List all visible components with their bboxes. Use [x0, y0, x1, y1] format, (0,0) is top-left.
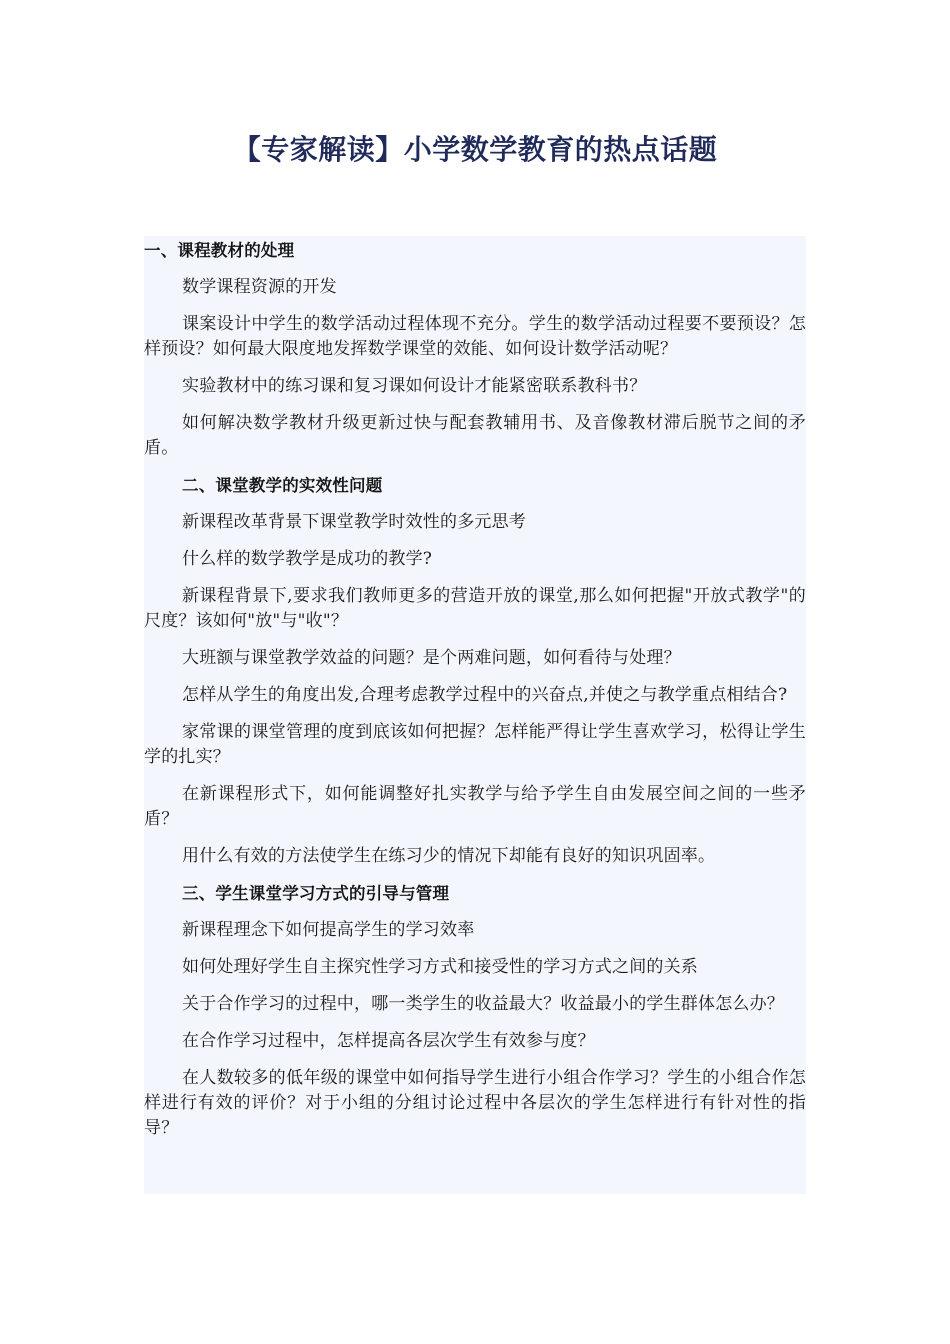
- paragraph: 大班额与课堂教学效益的问题？是个两难问题，如何看待与处理？: [182, 648, 681, 668]
- paragraph: 用什么有效的方法使学生在练习少的情况下却能有良好的知识巩固率。: [182, 846, 716, 866]
- paragraph: 关于合作学习的过程中，哪一类学生的收益最大？收益最小的学生群体怎么办？: [182, 994, 784, 1014]
- paragraph: 新课程理念下如何提高学生的学习效率: [182, 920, 475, 940]
- paragraph: 如何处理好学生自主探究性学习方式和接受性的学习方式之间的关系: [182, 957, 698, 977]
- section-heading-1: 一、课程教材的处理: [144, 241, 295, 260]
- page-title: 【专家解读】小学数学教育的热点话题: [232, 133, 718, 166]
- paragraph: 在新课程形式下，如何能调整好扎实教学与给予学生自由发展空间之间的一些矛盾？: [144, 784, 806, 829]
- paragraph: 课案设计中学生的数学活动过程体现不充分。学生的数学活动过程要不要预设？怎样预设？如何最大限度地发挥数学课堂的效能、如何设计数学活动呢？: [144, 314, 806, 359]
- paragraph: 家常课的课堂管理的度到底该如何把握？怎样能严得让学生喜欢学习，松得让学生学的扎实？: [144, 722, 806, 767]
- paragraph: 在合作学习过程中，怎样提高各层次学生有效参与度？: [182, 1031, 595, 1051]
- section-heading-3: 三、学生课堂学习方式的引导与管理: [182, 884, 450, 903]
- paragraph: 怎样从学生的角度出发,合理考虑教学过程中的兴奋点,并使之与教学重点相结合?: [182, 685, 788, 705]
- paragraph: 数学课程资源的开发: [182, 277, 337, 297]
- paragraph: 新课程背景下,要求我们教师更多的营造开放的课堂,那么如何把握"开放式教学"的尺度？该如何"放"与"收"？: [144, 586, 806, 631]
- document-body: [144, 236, 806, 1194]
- section-heading-2: 二、课堂教学的实效性问题: [182, 476, 383, 495]
- paragraph: 新课程改革背景下课堂教学时效性的多元思考: [182, 512, 526, 532]
- paragraph: 在人数较多的低年级的课堂中如何指导学生进行小组合作学习？学生的小组合作怎样进行有效的评价？对于小组的分组讨论过程中各层次的学生怎样进行有针对性的指导？: [144, 1068, 806, 1138]
- paragraph: 如何解决数学教材升级更新过快与配套教辅用书、及音像教材滞后脱节之间的矛盾。: [144, 413, 806, 458]
- paragraph: 什么样的数学教学是成功的教学?: [182, 549, 433, 569]
- paragraph: 实验教材中的练习课和复习课如何设计才能紧密联系教科书？: [182, 376, 647, 396]
